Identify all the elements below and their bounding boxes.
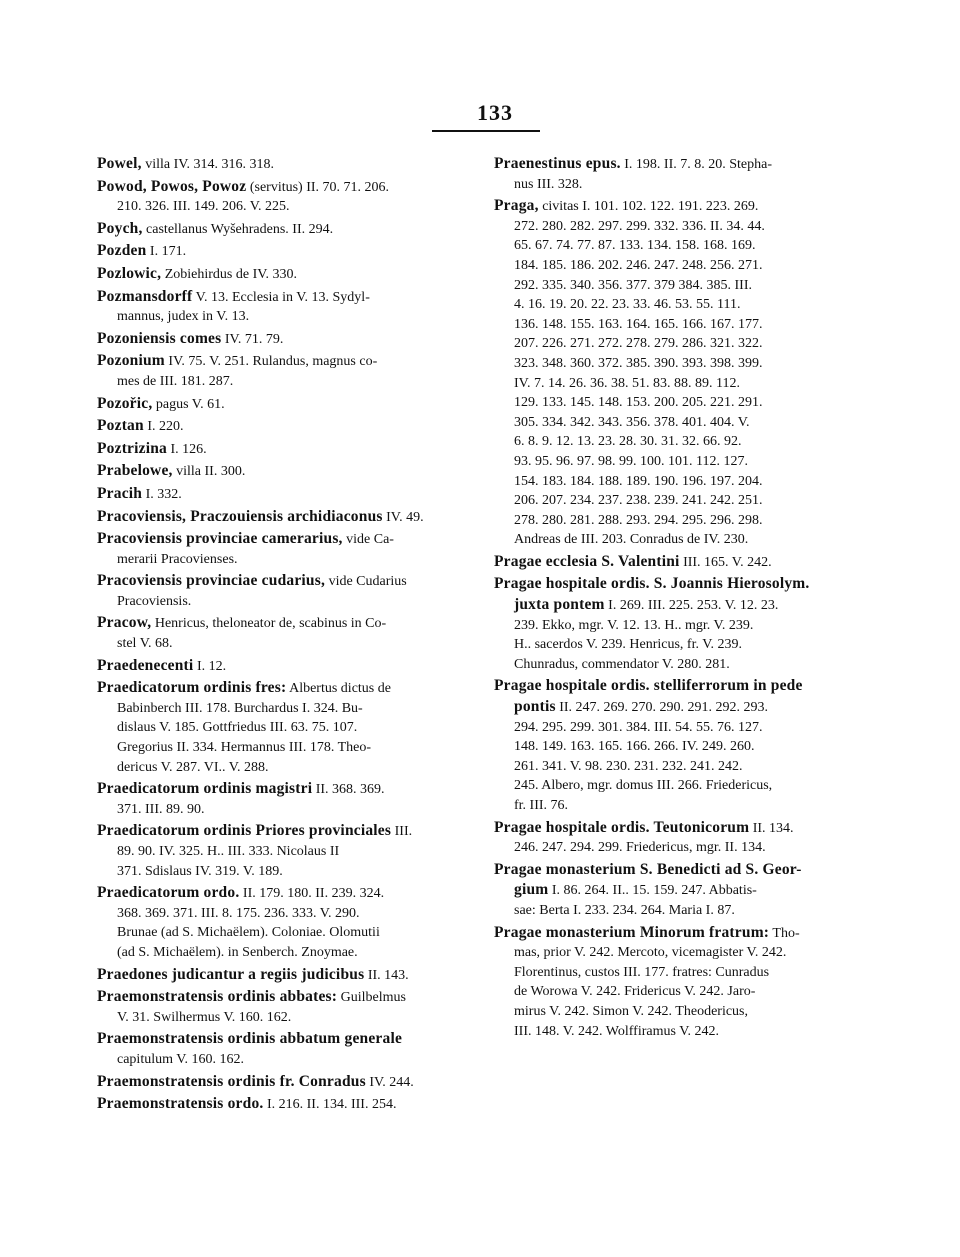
index-entry <box>97 965 473 986</box>
entry-headword: Pragae monasterium S. Benedicti ad S. Geor- <box>494 860 802 878</box>
entry-line <box>97 550 473 570</box>
entry-headword: Poztrizina <box>97 439 168 457</box>
entry-line <box>494 574 870 595</box>
entry-headword: Praemonstratensis ordinis fr. Conradus <box>97 1072 366 1090</box>
entry-headword: Poych, <box>97 219 143 237</box>
entry-headword: Pracoviensis provinciae cudarius, <box>97 572 326 590</box>
entry-references: mirus V. 242. Simon V. 242. Theodericus, <box>514 1003 749 1019</box>
entry-line <box>494 236 870 256</box>
entry-line <box>494 175 870 195</box>
entry-line <box>97 842 473 862</box>
entry-line <box>97 307 473 327</box>
entry-headword: pontis <box>514 698 556 716</box>
entry-references: II. 143. <box>364 967 409 983</box>
entry-headword: Pracow, <box>97 614 152 632</box>
entry-line <box>494 217 870 237</box>
entry-line <box>494 923 870 944</box>
entry-line <box>494 818 870 839</box>
entry-references: mannus, judex in V. 13. <box>117 309 250 325</box>
entry-references: III. <box>391 824 413 840</box>
entry-line <box>494 452 870 472</box>
entry-line <box>494 374 870 394</box>
entry-line <box>97 943 473 963</box>
entry-line <box>97 656 473 677</box>
entry-line <box>494 776 870 796</box>
entry-line <box>97 718 473 738</box>
entry-references: 154. 183. 184. 188. 189. 190. 196. 197. 204. <box>514 473 763 489</box>
entry-references: 206. 207. 234. 237. 238. 239. 241. 242. 251. <box>514 493 763 509</box>
entry-references: I. 198. II. 7. 8. 20. Stepha- <box>620 157 773 172</box>
entry-references: 136. 148. 155. 163. 164. 165. 166. 167. 177. <box>514 316 763 332</box>
index-entry <box>494 552 870 573</box>
entry-line <box>97 1072 473 1093</box>
entry-headword: Prabelowe, <box>97 462 173 480</box>
entry-headword: juxta pontem <box>514 596 605 614</box>
index-entry <box>97 461 473 482</box>
entry-line <box>494 196 870 217</box>
index-entry <box>97 177 473 217</box>
entry-references: villa IV. 314. 316. 318. <box>141 157 275 172</box>
entry-references: 272. 280. 282. 297. 299. 332. 336. II. 34. 44. <box>514 218 765 234</box>
index-entry <box>97 416 473 437</box>
index-entry <box>97 821 473 881</box>
index-column-right <box>494 154 870 1043</box>
index-entry <box>97 529 473 569</box>
entry-line <box>494 943 870 963</box>
entry-references: 210. 326. III. 149. 206. V. 225. <box>117 199 290 215</box>
entry-line <box>97 883 473 904</box>
entry-line <box>494 982 870 1002</box>
entry-line <box>97 219 473 240</box>
entry-references: 294. 295. 299. 301. 384. III. 54. 55. 76. 127. <box>514 719 763 735</box>
entry-headword: Praga, <box>494 197 539 215</box>
entry-line <box>97 987 473 1008</box>
entry-references: 368. 369. 371. III. 8. 175. 236. 333. V. 290. <box>117 905 360 921</box>
entry-references: H.. sacerdos V. 239. Henricus, fr. V. 239. <box>514 637 743 653</box>
entry-references: IV. 71. 79. <box>221 331 284 347</box>
index-entry <box>97 1072 473 1093</box>
index-entry <box>97 779 473 819</box>
entry-references: I. 220. <box>143 419 184 435</box>
entry-line <box>97 965 473 986</box>
entry-references: 6. 8. 9. 12. 13. 23. 28. 30. 31. 32. 66. 92. <box>514 434 742 450</box>
index-entry <box>97 883 473 962</box>
entry-line <box>494 256 870 276</box>
index-entry <box>97 613 473 653</box>
entry-references: Babinberch III. 178. Burchardus I. 324. Bu- <box>117 700 363 716</box>
index-entry <box>494 923 870 1042</box>
index-entry <box>494 676 870 815</box>
entry-headword: Pracoviensis provinciae camerarius, <box>97 530 343 548</box>
entry-references: pagus V. 61. <box>152 396 225 412</box>
entry-references: civitas I. 101. 102. 122. 191. 223. 269. <box>538 199 759 215</box>
entry-references: 89. 90. IV. 325. H.. III. 333. Nicolaus II <box>117 844 340 859</box>
entry-references: IV. 75. V. 251. Rulandus, magnus co- <box>164 354 378 370</box>
entry-line <box>494 616 870 636</box>
entry-references: II. 247. 269. 270. 290. 291. 292. 293. <box>555 700 769 716</box>
entry-line <box>494 757 870 777</box>
index-entry <box>494 196 870 550</box>
entry-references: Albertus dictus de <box>286 681 391 697</box>
entry-references: 148. 149. 163. 165. 166. 266. IV. 249. 260. <box>514 739 755 755</box>
entry-line <box>97 507 473 528</box>
entry-line <box>97 461 473 482</box>
index-entry <box>97 439 473 460</box>
index-entry <box>494 574 870 674</box>
entry-line <box>494 595 870 616</box>
entry-headword: Praedones judicantur a regiis judicibus <box>97 965 365 983</box>
index-entry <box>97 1094 473 1115</box>
entry-references: IV. 49. <box>382 509 424 525</box>
entry-references: II. 368. 369. <box>312 782 385 798</box>
entry-line <box>97 416 473 437</box>
index-entry <box>494 818 870 858</box>
entry-line <box>494 963 870 983</box>
entry-line <box>97 351 473 372</box>
index-entry <box>97 1029 473 1069</box>
entry-references: II. 134. <box>749 820 794 836</box>
entry-line <box>97 571 473 592</box>
entry-headword: Pracih <box>97 484 143 502</box>
index-entry <box>97 571 473 611</box>
entry-line <box>494 718 870 738</box>
entry-references: villa II. 300. <box>172 464 246 480</box>
page-number: 133 <box>477 100 513 125</box>
entry-references: V. 13. Ecclesia in V. 13. Sydyl- <box>192 289 370 305</box>
entry-line <box>494 334 870 354</box>
entry-line <box>494 552 870 573</box>
entry-line <box>97 197 473 217</box>
entry-line <box>97 699 473 719</box>
entry-references: Chunradus, commendator V. 280. 281. <box>514 656 730 672</box>
entry-headword: Praedicatorum ordinis Priores provinciales <box>97 822 392 840</box>
index-entry <box>97 484 473 505</box>
index-entry <box>97 287 473 327</box>
entry-line <box>494 655 870 675</box>
entry-references: 65. 67. 74. 77. 87. 133. 134. 158. 168. 169. <box>514 238 756 254</box>
index-entry <box>97 351 473 391</box>
index-entry <box>97 987 473 1027</box>
entry-references: Gregorius II. 334. Hermannus III. 178. Theo- <box>117 740 372 756</box>
entry-references: 371. III. 89. 90. <box>117 801 205 817</box>
entry-references: I. 126. <box>167 441 207 457</box>
entry-references: I. 86. 264. II.. 15. 159. 247. Abbatis- <box>548 883 757 899</box>
entry-references: fr. III. 76. <box>514 798 569 813</box>
entry-line <box>97 529 473 550</box>
index-entry <box>97 507 473 528</box>
entry-headword: Pracoviensis, Praczouiensis archidiaconus <box>97 507 383 525</box>
entry-line <box>97 1050 473 1070</box>
entry-line <box>97 287 473 308</box>
entry-references: 184. 185. 186. 202. 246. 247. 248. 256. 271. <box>514 257 763 273</box>
entry-line <box>97 904 473 924</box>
entry-references: III. 165. V. 242. <box>679 554 772 570</box>
entry-references: 278. 280. 281. 288. 293. 294. 295. 296. 298. <box>514 512 763 528</box>
entry-headword: Praedenecenti <box>97 656 194 674</box>
entry-line <box>97 394 473 415</box>
entry-line <box>494 154 870 175</box>
entry-headword: Powel, <box>97 155 142 172</box>
entry-line <box>494 796 870 816</box>
entry-line <box>494 838 870 858</box>
entry-headword: Poztan <box>97 417 144 435</box>
entry-references: 323. 348. 360. 372. 385. 390. 393. 398. 399. <box>514 355 763 371</box>
entry-headword: Pragae monasterium Minorum fratrum: <box>494 923 770 941</box>
entry-line <box>494 315 870 335</box>
entry-line <box>97 329 473 350</box>
entry-line <box>494 432 870 452</box>
entry-line <box>494 860 870 881</box>
index-entry <box>97 154 473 175</box>
entry-headword: Powod, Powos, Powoz <box>97 177 247 195</box>
index-entry <box>97 264 473 285</box>
entry-line <box>494 880 870 901</box>
entry-line <box>494 413 870 433</box>
entry-references: 305. 334. 342. 343. 356. 378. 401. 404. V. <box>514 414 750 430</box>
index-entry <box>97 329 473 350</box>
entry-line <box>494 354 870 374</box>
entry-headword: Pragae ecclesia S. Valentini <box>494 552 680 570</box>
index-entry <box>97 241 473 262</box>
entry-references: Henricus, theloneator de, scabinus in Co- <box>151 616 387 632</box>
entry-references: I. 332. <box>142 486 182 502</box>
entry-headword: Pozlowic, <box>97 264 162 282</box>
entry-headword: Praemonstratensis ordinis abbatum generale <box>97 1030 403 1048</box>
entry-line <box>494 393 870 413</box>
entry-line <box>494 1002 870 1022</box>
entry-line <box>97 372 473 392</box>
entry-headword: gium <box>514 881 549 899</box>
index-entry <box>97 394 473 415</box>
page-number-rule <box>432 130 540 132</box>
entry-references: I. 171. <box>146 244 187 260</box>
entry-references: vide Ca- <box>342 532 394 548</box>
entry-references: nus III. 328. <box>514 176 583 192</box>
entry-headword: Pozonium <box>97 352 165 370</box>
entry-line <box>494 511 870 531</box>
index-entry <box>97 656 473 677</box>
entry-headword: Pozořic, <box>97 394 153 412</box>
entry-line <box>494 295 870 315</box>
entry-line <box>494 1022 870 1042</box>
entry-references: dislaus V. 185. Gottfriedus III. 63. 75. 107. <box>117 720 358 736</box>
entry-references: V. 31. Swilhermus V. 160. 162. <box>117 1009 292 1025</box>
entry-references: 129. 133. 145. 148. 153. 200. 205. 221. 291. <box>514 395 763 411</box>
entry-references: 292. 335. 340. 356. 377. 379 384. 385. III. <box>514 277 752 293</box>
entry-references: I. 269. III. 225. 253. V. 12. 23. <box>604 598 779 614</box>
entry-line <box>97 758 473 778</box>
entry-line <box>97 241 473 262</box>
entry-references: Brunae (ad S. Michaëlem). Coloniae. Olomutii <box>117 925 380 941</box>
entry-line <box>494 697 870 718</box>
entry-references: I. 216. II. 134. III. 254. <box>263 1097 397 1113</box>
entry-line <box>97 154 473 175</box>
entry-line <box>97 1094 473 1115</box>
entry-line <box>97 1029 473 1050</box>
entry-references: Zobiehirdus de IV. 330. <box>161 266 298 282</box>
entry-headword: Praemonstratensis ordinis abbates: <box>97 988 338 1006</box>
entry-references: stel V. 68. <box>117 636 173 652</box>
index-entry <box>97 219 473 240</box>
entry-line <box>494 635 870 655</box>
entry-headword: Praedicatorum ordinis fres: <box>97 679 287 697</box>
entry-references: 4. 16. 19. 20. 22. 23. 33. 46. 53. 55. 111. <box>514 297 741 313</box>
entry-references: 207. 226. 271. 272. 278. 279. 286. 321. 322. <box>514 336 763 352</box>
entry-references: 246. 247. 294. 299. Friedericus, mgr. II. 134. <box>514 840 766 856</box>
entry-line <box>494 737 870 757</box>
entry-line <box>97 613 473 634</box>
entry-references: mas, prior V. 242. Mercoto, vicemagister V. 242. <box>514 945 787 961</box>
entry-references: vide Cudarius <box>325 574 407 590</box>
entry-headword: Pozmansdorff <box>97 287 193 305</box>
entry-references: Florentinus, custos III. 177. fratres: Cunradus <box>514 964 770 980</box>
entry-references: III. 148. V. 242. Wolffiramus V. 242. <box>514 1023 719 1039</box>
entry-line <box>494 676 870 697</box>
entry-references: sae: Berta I. 233. 234. 264. Maria I. 87. <box>514 902 735 918</box>
entry-references: 93. 95. 96. 97. 98. 99. 100. 101. 112. 127. <box>514 453 748 469</box>
entry-line <box>494 472 870 492</box>
entry-line <box>97 678 473 699</box>
entry-references: Pracoviensis. <box>117 593 192 609</box>
entry-references: merarii Pracovienses. <box>117 551 238 567</box>
entry-line <box>494 901 870 921</box>
entry-headword: Pragae hospitale ordis. stelliferrorum in pede <box>494 677 803 695</box>
entry-line <box>97 484 473 505</box>
entry-headword: Pragae hospitale ordis. Teutonicorum <box>494 818 750 836</box>
entry-references: IV. 7. 14. 26. 36. 38. 51. 83. 88. 89. 112. <box>514 375 740 391</box>
entry-headword: Pozoniensis comes <box>97 329 222 347</box>
index-column-left <box>97 154 473 1117</box>
entry-references: capitulum V. 160. 162. <box>117 1051 245 1067</box>
entry-references: I. 12. <box>193 658 227 674</box>
index-entry <box>494 154 870 194</box>
entry-headword: Pozden <box>97 242 147 260</box>
entry-references: (ad S. Michaëlem). in Senberch. Znoymae. <box>117 944 358 960</box>
entry-references: Guilbelmus <box>337 990 406 1006</box>
entry-references: IV. 244. <box>365 1074 414 1090</box>
entry-references: 371. Sdislaus IV. 319. V. 189. <box>117 863 283 879</box>
entry-line <box>97 592 473 612</box>
entry-references: (servitus) II. 70. 71. 206. <box>246 179 390 195</box>
entry-line <box>97 634 473 654</box>
index-entry <box>494 860 870 921</box>
entry-references: Tho- <box>769 925 800 941</box>
entry-line <box>494 530 870 550</box>
entry-line <box>97 821 473 842</box>
entry-references: 261. 341. V. 98. 230. 231. 232. 241. 242. <box>514 758 743 774</box>
entry-line <box>97 439 473 460</box>
entry-line <box>97 738 473 758</box>
index-entry <box>97 678 473 777</box>
entry-headword: Praenestinus epus. <box>494 155 621 172</box>
entry-references: de Worowa V. 242. Fridericus V. 242. Jaro- <box>514 984 756 1000</box>
entry-references: Andreas de III. 203. Conradus de IV. 230. <box>514 532 749 548</box>
entry-headword: Praedicatorum ordo. <box>97 884 240 902</box>
entry-references: 245. Albero, mgr. domus III. 266. Friedericus, <box>514 778 773 794</box>
entry-references: 239. Ekko, mgr. V. 12. 13. H.. mgr. V. 239. <box>514 617 754 633</box>
entry-line <box>97 779 473 800</box>
entry-line <box>97 800 473 820</box>
entry-headword: Praedicatorum ordinis magistri <box>97 780 313 798</box>
entry-line <box>97 177 473 198</box>
entry-line <box>494 491 870 511</box>
entry-references: mes de III. 181. 287. <box>117 373 234 389</box>
entry-line <box>494 276 870 296</box>
entry-line <box>97 264 473 285</box>
entry-references: II. 179. 180. II. 239. 324. <box>239 886 385 902</box>
entry-headword: Praemonstratensis ordo. <box>97 1095 264 1113</box>
entry-headword: Pragae hospitale ordis. S. Joannis Hierosolym. <box>494 575 810 593</box>
entry-references: castellanus Wyšehradens. II. 294. <box>142 221 334 237</box>
entry-references: dericus V. 287. VI.. V. 288. <box>117 759 269 775</box>
entry-line <box>97 862 473 882</box>
entry-line <box>97 1008 473 1028</box>
entry-line <box>97 923 473 943</box>
